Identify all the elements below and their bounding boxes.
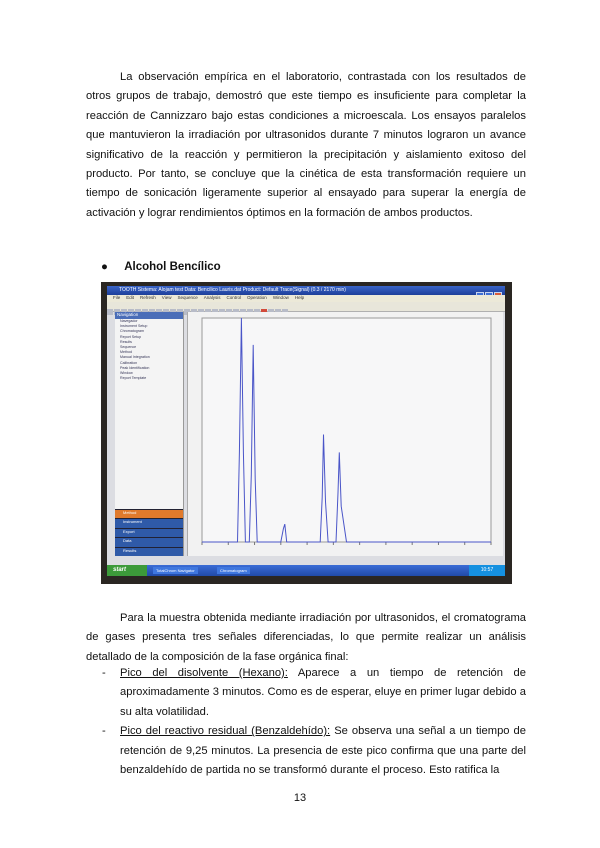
list-text: Se observa una señal a un tiempo de retención de 9,25 minutos. La presencia de este pico confirma que una parte del benzaldehído de partida no se transformó durante el proceso. Esto ratifica la bbox=[120, 725, 526, 777]
nav-item: Navegador bbox=[120, 319, 138, 323]
nav-item: Calibration bbox=[120, 360, 138, 365]
nav-header: Navigation bbox=[115, 312, 183, 319]
intro-paragraph: La observación empírica en el laboratorio, contrastada con los resultados de otros grupos de trabajo, demostró que este tiempo es insuficiente para completar la reacción de Cannizzaro bajo estas condiciones a microescala. Los ensayos paralelos que mantuvieron la irradiación por ultrasonidos durante 7 minutos lograron un avance significativo de la reacción y permitieron la precipitación y aislamiento exitoso del producto. Por tanto, se concluye que la cinética de esta transformación requiere un tiempo de sonicación ligeramente superior al ensayado para superar la energía de activación y lograr rendimientos óptimos en la formación de ambos productos. bbox=[86, 71, 526, 219]
list-item bbox=[86, 722, 526, 780]
nav-button-export: Export bbox=[115, 528, 183, 538]
nav-item: Sequence bbox=[120, 344, 137, 349]
menu-item-control: Control bbox=[226, 295, 242, 300]
nav-item: Window bbox=[120, 370, 133, 375]
plot-area bbox=[202, 318, 491, 542]
menu-item-help: Help bbox=[294, 295, 305, 300]
menu-item-refresh: Refresh bbox=[140, 295, 156, 300]
list-text: Aparece a un tiempo de retención de aproximadamente 3 minutos. Como es de esperar, eluye en primer lugar debido a su alta volatilidad. bbox=[120, 667, 527, 718]
nav-item: Instrument Setup bbox=[120, 324, 148, 329]
menu-item-sequence: Sequence bbox=[177, 295, 198, 300]
results-paragraph: Para la muestra obtenida mediante irradiación por ultrasonidos, el cromatograma de gases presenta tres señales diferenciadas, lo que permite realizar un análisis detallado de la composición de la fase orgánica final: bbox=[86, 612, 526, 663]
list-term: Pico del reactivo residual (Benzaldehído): bbox=[120, 725, 331, 738]
nav-button-instrument: Instrument bbox=[115, 518, 183, 528]
nav-item: Method bbox=[120, 350, 132, 355]
page-number: 13 bbox=[293, 792, 307, 804]
chromatogram-svg bbox=[188, 312, 503, 556]
menu-item-analysis: Analysis bbox=[203, 295, 221, 300]
nav-item: Report Setup bbox=[120, 334, 142, 339]
chromatogram-chart bbox=[187, 312, 503, 556]
nav-item: Results bbox=[120, 339, 132, 344]
menu-item-edit: Edit bbox=[126, 295, 135, 300]
list-dash: - bbox=[102, 667, 106, 679]
monitor-screen bbox=[107, 286, 505, 576]
chromatogram-photo bbox=[101, 282, 512, 584]
section-heading-text: Alcohol Bencílico bbox=[124, 261, 221, 273]
nav-item: Report Template bbox=[120, 376, 147, 381]
navigation-panel bbox=[115, 312, 184, 556]
nav-item: Manual Integration bbox=[120, 355, 150, 360]
taskbar-item: Chromatogram bbox=[217, 567, 250, 574]
window-title: TOOTH Sistema: Alojam test Data: Bencilico Lauris.dat Product: Default Trace(Signal) (0.3 / 2170 min) bbox=[119, 287, 346, 293]
list-dash: - bbox=[102, 725, 106, 738]
nav-button-data: Data bbox=[115, 537, 183, 547]
menu-item-operation: Operation bbox=[247, 295, 267, 300]
nav-item: Peak Identification bbox=[120, 365, 150, 370]
list-item bbox=[86, 664, 526, 722]
nav-item: Chromatogram bbox=[120, 329, 144, 334]
menu-item-window: Window bbox=[272, 295, 289, 300]
section-heading bbox=[101, 261, 221, 273]
list-term: Pico del disolvente (Hexano): bbox=[120, 667, 288, 679]
nav-button-method: Method bbox=[115, 509, 183, 519]
taskbar bbox=[107, 565, 505, 576]
toolbar bbox=[107, 302, 505, 312]
window-titlebar bbox=[107, 286, 505, 295]
taskbar-clock: 10:57 bbox=[469, 565, 505, 576]
menu-item-file: File bbox=[113, 295, 121, 300]
start-button: start bbox=[107, 565, 147, 576]
menu-item-view: View bbox=[161, 295, 172, 300]
taskbar-item: TotalChrom Navigator bbox=[153, 567, 198, 574]
peak-list bbox=[86, 664, 526, 780]
menu-bar bbox=[107, 295, 505, 302]
bullet-icon: ● bbox=[101, 261, 108, 273]
nav-button-results: Results bbox=[115, 547, 183, 557]
